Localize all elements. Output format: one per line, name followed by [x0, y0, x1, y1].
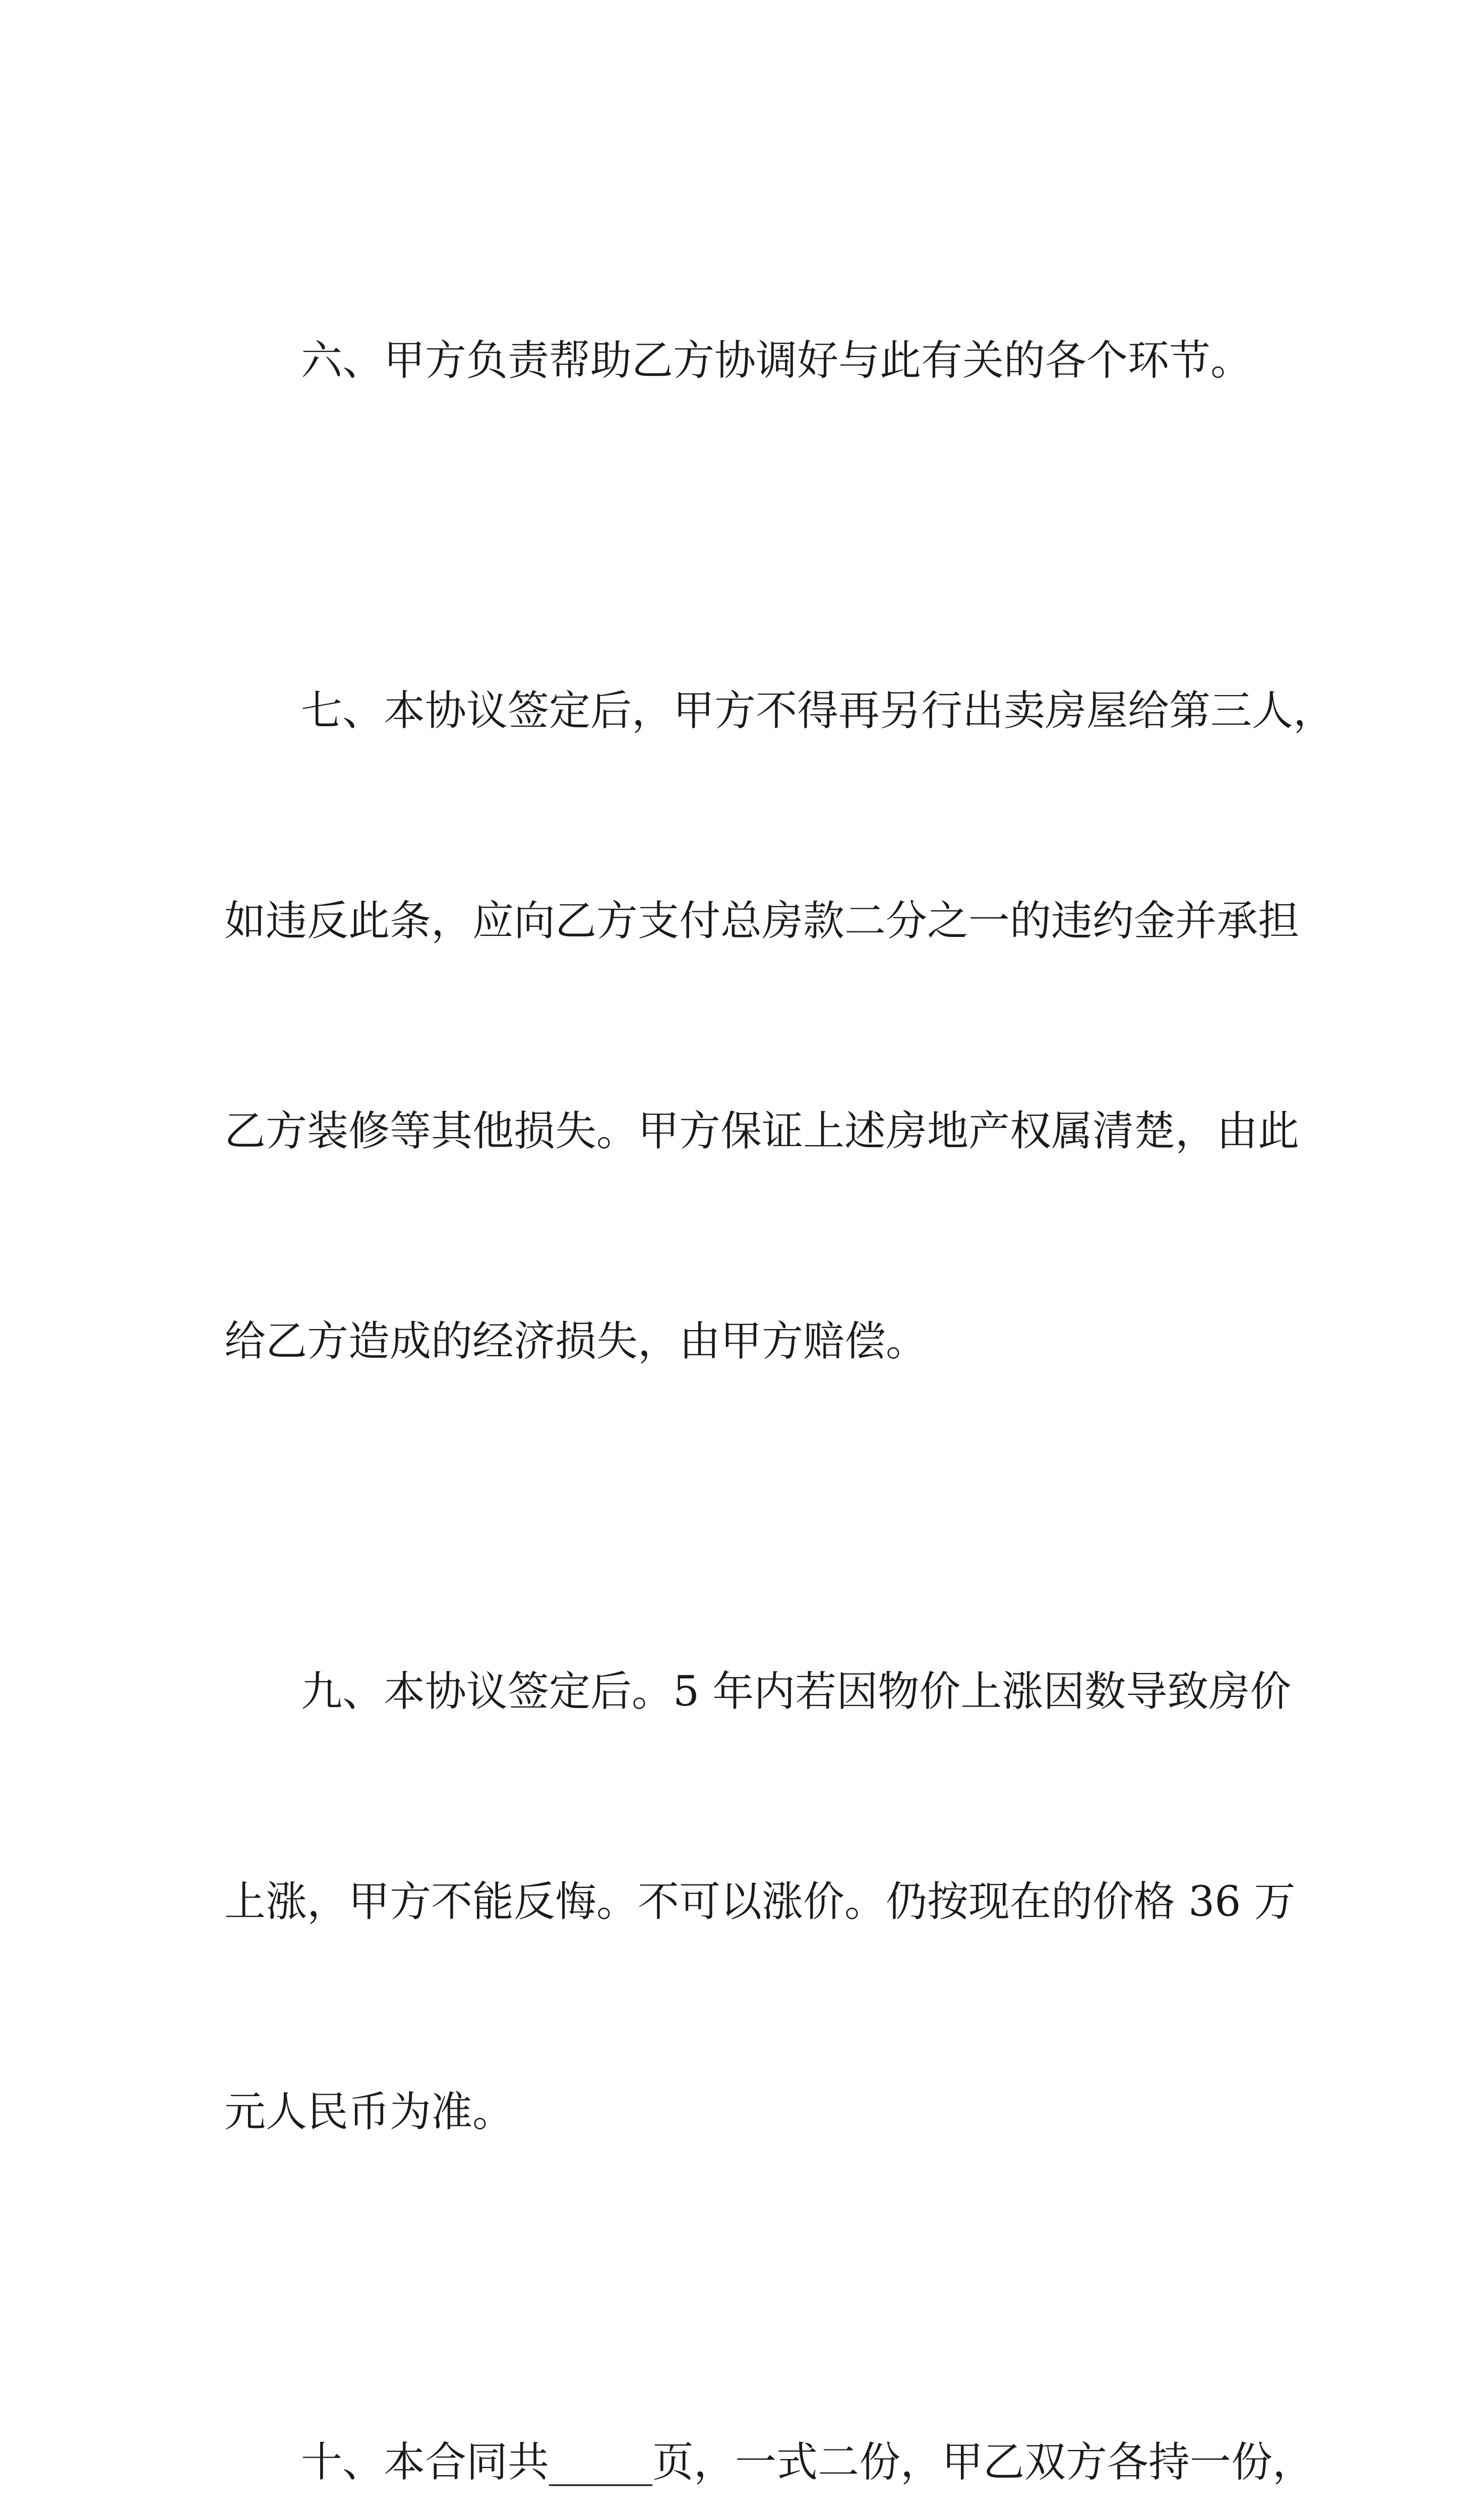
clause-10 [224, 2287, 1314, 2520]
document-body [224, 185, 1335, 2520]
text-line: 如违反此条，应向乙方支付总房款二分之一的违约金并承担 [224, 897, 1300, 945]
text-line: 上涨，甲方不能反悔。不可以涨价。仍按现在的价格 36 万 [224, 1878, 1296, 1926]
text-line: 元人民币为准。 [224, 2088, 514, 2136]
text-line: 九、本协议签定后。5 年内若因物价上涨因数导致房价 [301, 1668, 1292, 1716]
text-line: 六、甲方负责帮助乙方协调好与此有关的各个环节。 [301, 337, 1252, 385]
clause-7 [224, 536, 1335, 1517]
text-line: 给乙方造成的经济损失，由甲方赔偿。 [224, 1317, 928, 1365]
text-line: 十、本合同共_____页，一式二份，甲乙双方各持一份， [301, 2438, 1314, 2486]
text-line: 七、本协议签定后，甲方不得再另行出卖房屋给第三人， [301, 687, 1335, 735]
clause-6 [224, 185, 1252, 536]
text-line: 乙方装修等其他损失。甲方保证上述房地产权属清楚，由此 [224, 1107, 1300, 1155]
clause-9 [224, 1517, 1296, 2287]
